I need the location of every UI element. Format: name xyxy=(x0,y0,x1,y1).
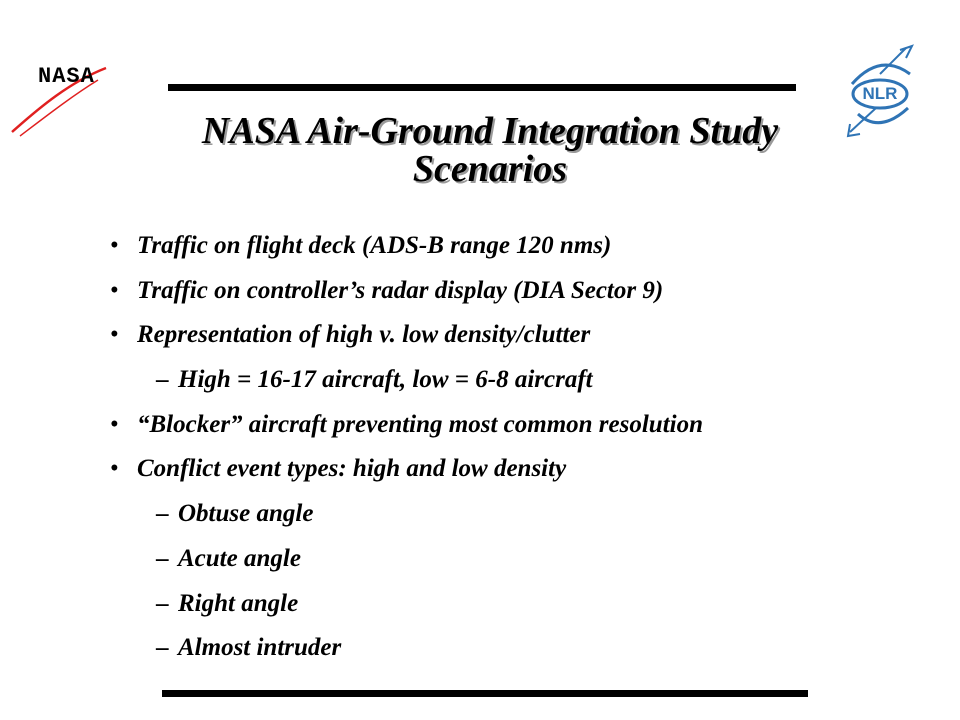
bottom-divider xyxy=(162,690,808,697)
dash-marker: – xyxy=(156,589,169,617)
bullet-text: Conflict event types: high and low density xyxy=(137,455,567,483)
bullet-text: “Blocker” aircraft preventing most common resolution xyxy=(137,410,703,438)
bullet-marker: • xyxy=(110,410,119,438)
list-subitem xyxy=(0,362,960,407)
list-subitem xyxy=(0,586,960,631)
page-title xyxy=(100,112,880,188)
bullet-text: Traffic on controller’s radar display (DIA Sector 9) xyxy=(137,276,664,304)
list-subitem xyxy=(0,630,960,675)
dash-marker: – xyxy=(156,544,169,572)
bullet-text: Right angle xyxy=(178,589,299,617)
list-item xyxy=(0,273,960,318)
bullet-marker: • xyxy=(110,232,119,259)
bullet-marker: • xyxy=(110,321,119,349)
bullet-text: Almost intruder xyxy=(178,634,342,662)
nlr-logo-text: NLR xyxy=(862,84,898,103)
top-divider xyxy=(168,84,796,91)
list-subitem xyxy=(0,541,960,586)
list-item xyxy=(0,317,960,362)
bullet-text: High = 16-17 aircraft, low = 6-8 aircraft xyxy=(178,366,593,394)
bullet-text: Representation of high v. low density/clutter xyxy=(137,321,591,349)
nasa-logo-text: NASA xyxy=(38,64,95,89)
list-item xyxy=(0,451,960,496)
title-line-2: Scenarios xyxy=(412,148,568,190)
bullet-text: Acute angle xyxy=(178,544,301,572)
dash-marker: – xyxy=(156,500,169,528)
bullet-text: Obtuse angle xyxy=(178,500,314,528)
list-item xyxy=(0,407,960,452)
list-subitem xyxy=(0,496,960,541)
dash-marker: – xyxy=(156,366,169,394)
list-item xyxy=(0,228,960,273)
bullet-marker: • xyxy=(110,455,119,483)
title-line-1: NASA Air-Ground Integration Study xyxy=(201,110,779,152)
bullet-text: Traffic on flight deck (ADS-B range 120 nms) xyxy=(137,232,612,259)
dash-marker: – xyxy=(156,634,169,662)
bullet-list xyxy=(0,228,960,675)
bullet-marker: • xyxy=(110,276,119,304)
